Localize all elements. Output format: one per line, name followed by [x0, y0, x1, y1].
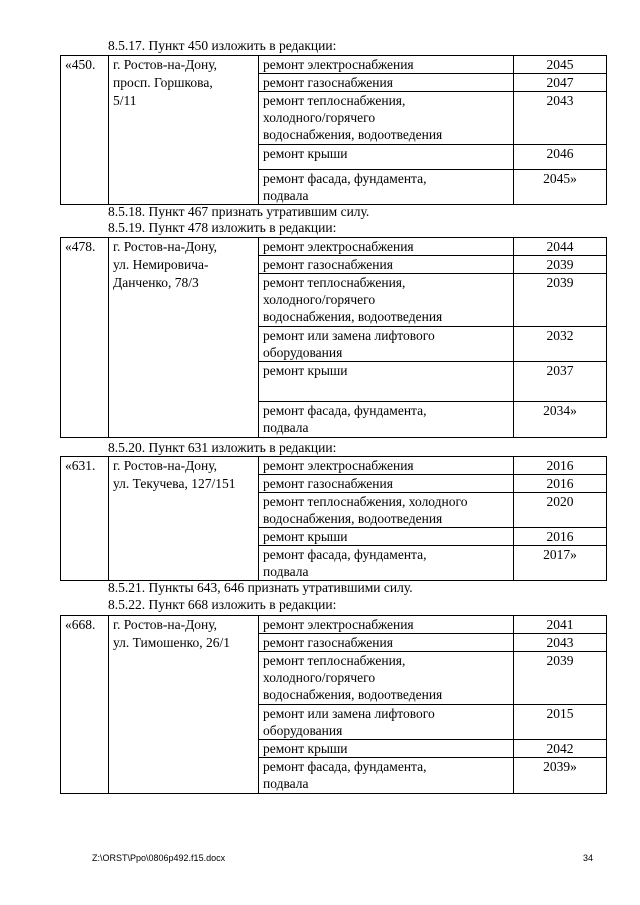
work-type-cell [259, 740, 514, 758]
text-line: г. Ростов-на-Дону, [113, 239, 218, 254]
year-cell: 2042 [514, 740, 607, 758]
work-type-cell [259, 170, 514, 205]
text-line: ремонт крыши [263, 529, 348, 544]
year-cell: 2032 [514, 327, 607, 362]
text-line: ремонт теплоснабжения, [263, 93, 406, 108]
paragraph-8-5-22: 8.5.22. Пункт 668 изложить в редакции: [108, 597, 337, 612]
text-line: ремонт электроснабжения [263, 458, 414, 473]
text-line: холодного/горячего [263, 670, 376, 685]
table-item-631 [60, 456, 607, 581]
work-type-cell [259, 634, 514, 652]
item-number-cell: «668. [61, 616, 109, 794]
work-type-cell [259, 528, 514, 546]
text-line: оборудования [263, 723, 343, 738]
item-number-cell: «631. [61, 457, 109, 581]
text-line: ремонт или замена лифтового [263, 328, 435, 343]
year-cell: 2034» [514, 402, 607, 438]
work-type-cell [259, 758, 514, 794]
work-type-cell [259, 327, 514, 362]
work-type-cell [259, 705, 514, 740]
text-line: подвала [263, 188, 309, 203]
text-line: Данченко, 78/3 [113, 275, 199, 290]
year-cell: 2044 [514, 238, 607, 256]
text-line: ремонт электроснабжения [263, 57, 414, 72]
text-line: ремонт газоснабжения [263, 476, 393, 491]
year-cell: 2016 [514, 528, 607, 546]
text-line: ремонт теплоснабжения, [263, 275, 406, 290]
text-line: ремонт крыши [263, 363, 348, 378]
item-number-cell: «450. [61, 56, 109, 205]
text-line: водоснабжения, водоотведения [263, 687, 443, 702]
text-line: водоснабжения, водоотведения [263, 511, 443, 526]
year-cell: 2017» [514, 546, 607, 581]
footer-file-path: Z:\ORST\Ppo\0806p492.f15.docx [92, 853, 226, 863]
text-line: ремонт фасада, фундамента, [263, 759, 427, 774]
work-type-cell [259, 546, 514, 581]
work-type-cell [259, 145, 514, 170]
text-line: подвала [263, 776, 309, 791]
work-type-cell [259, 256, 514, 274]
text-line: г. Ростов-на-Дону, [113, 617, 218, 632]
table-row [61, 616, 607, 634]
work-type-cell [259, 274, 514, 327]
text-line: ул. Текучева, 127/151 [113, 476, 236, 491]
paragraph-8-5-20: 8.5.20. Пункт 631 изложить в редакции: [108, 440, 337, 455]
address-cell [109, 56, 259, 205]
footer-page-number: 34 [583, 853, 594, 863]
year-cell: 2015 [514, 705, 607, 740]
text-line: ремонт газоснабжения [263, 635, 393, 650]
table-row [61, 238, 607, 256]
work-type-cell [259, 475, 514, 493]
text-line: ремонт или замена лифтового [263, 706, 435, 721]
text-line: г. Ростов-на-Дону, [113, 57, 218, 72]
year-cell: 2047 [514, 74, 607, 92]
year-cell: 2037 [514, 362, 607, 402]
work-type-cell [259, 402, 514, 438]
paragraph-8-5-21: 8.5.21. Пункты 643, 646 признать утратившими силу. [108, 580, 413, 595]
text-line: подвала [263, 564, 309, 579]
text-line: холодного/горячего [263, 292, 376, 307]
work-type-cell [259, 652, 514, 705]
address-cell [109, 457, 259, 581]
paragraph-8-5-18: 8.5.18. Пункт 467 признать утратившим силу. [108, 204, 370, 219]
table-row [61, 457, 607, 475]
year-cell: 2045 [514, 56, 607, 74]
table-row [61, 56, 607, 74]
work-type-cell [259, 238, 514, 256]
address-cell [109, 616, 259, 794]
text-line: подвала [263, 420, 309, 435]
year-cell: 2016 [514, 475, 607, 493]
paragraph-8-5-19: 8.5.19. Пункт 478 изложить в редакции: [108, 220, 337, 235]
work-type-cell [259, 56, 514, 74]
work-type-cell [259, 616, 514, 634]
year-cell: 2039 [514, 256, 607, 274]
text-line: ремонт электроснабжения [263, 239, 414, 254]
year-cell: 2039 [514, 652, 607, 705]
text-line: просп. Горшкова, [113, 75, 213, 90]
work-type-cell [259, 457, 514, 475]
text-line: ремонт крыши [263, 741, 348, 756]
table-item-668 [60, 615, 607, 794]
text-line: ремонт теплоснабжения, холодного [263, 494, 468, 509]
text-line: ремонт электроснабжения [263, 617, 414, 632]
year-cell: 2039» [514, 758, 607, 794]
text-line: ремонт фасада, фундамента, [263, 403, 427, 418]
text-line: ремонт фасада, фундамента, [263, 171, 427, 186]
item-number-cell: «478. [61, 238, 109, 438]
year-cell: 2043 [514, 92, 607, 145]
work-type-cell [259, 362, 514, 402]
work-type-cell [259, 493, 514, 528]
text-line: ремонт крыши [263, 146, 348, 161]
year-cell: 2041 [514, 616, 607, 634]
paragraph-8-5-17: 8.5.17. Пункт 450 изложить в редакции: [108, 38, 337, 53]
text-line: ремонт газоснабжения [263, 257, 393, 272]
text-line: ремонт теплоснабжения, [263, 653, 406, 668]
text-line: ул. Тимошенко, 26/1 [113, 635, 231, 650]
work-type-cell [259, 74, 514, 92]
text-line: 5/11 [113, 93, 137, 108]
text-line: ремонт газоснабжения [263, 75, 393, 90]
year-cell: 2039 [514, 274, 607, 327]
year-cell: 2045» [514, 170, 607, 205]
text-line: ремонт фасада, фундамента, [263, 547, 427, 562]
text-line: г. Ростов-на-Дону, [113, 458, 218, 473]
year-cell: 2016 [514, 457, 607, 475]
year-cell: 2043 [514, 634, 607, 652]
year-cell: 2046 [514, 145, 607, 170]
text-line: водоснабжения, водоотведения [263, 309, 443, 324]
year-cell: 2020 [514, 493, 607, 528]
text-line: оборудования [263, 345, 343, 360]
table-item-450 [60, 55, 607, 205]
address-cell [109, 238, 259, 438]
text-line: холодного/горячего [263, 110, 376, 125]
text-line: водоснабжения, водоотведения [263, 127, 443, 142]
table-item-478 [60, 237, 607, 438]
work-type-cell [259, 92, 514, 145]
text-line: ул. Немировича- [113, 257, 209, 272]
